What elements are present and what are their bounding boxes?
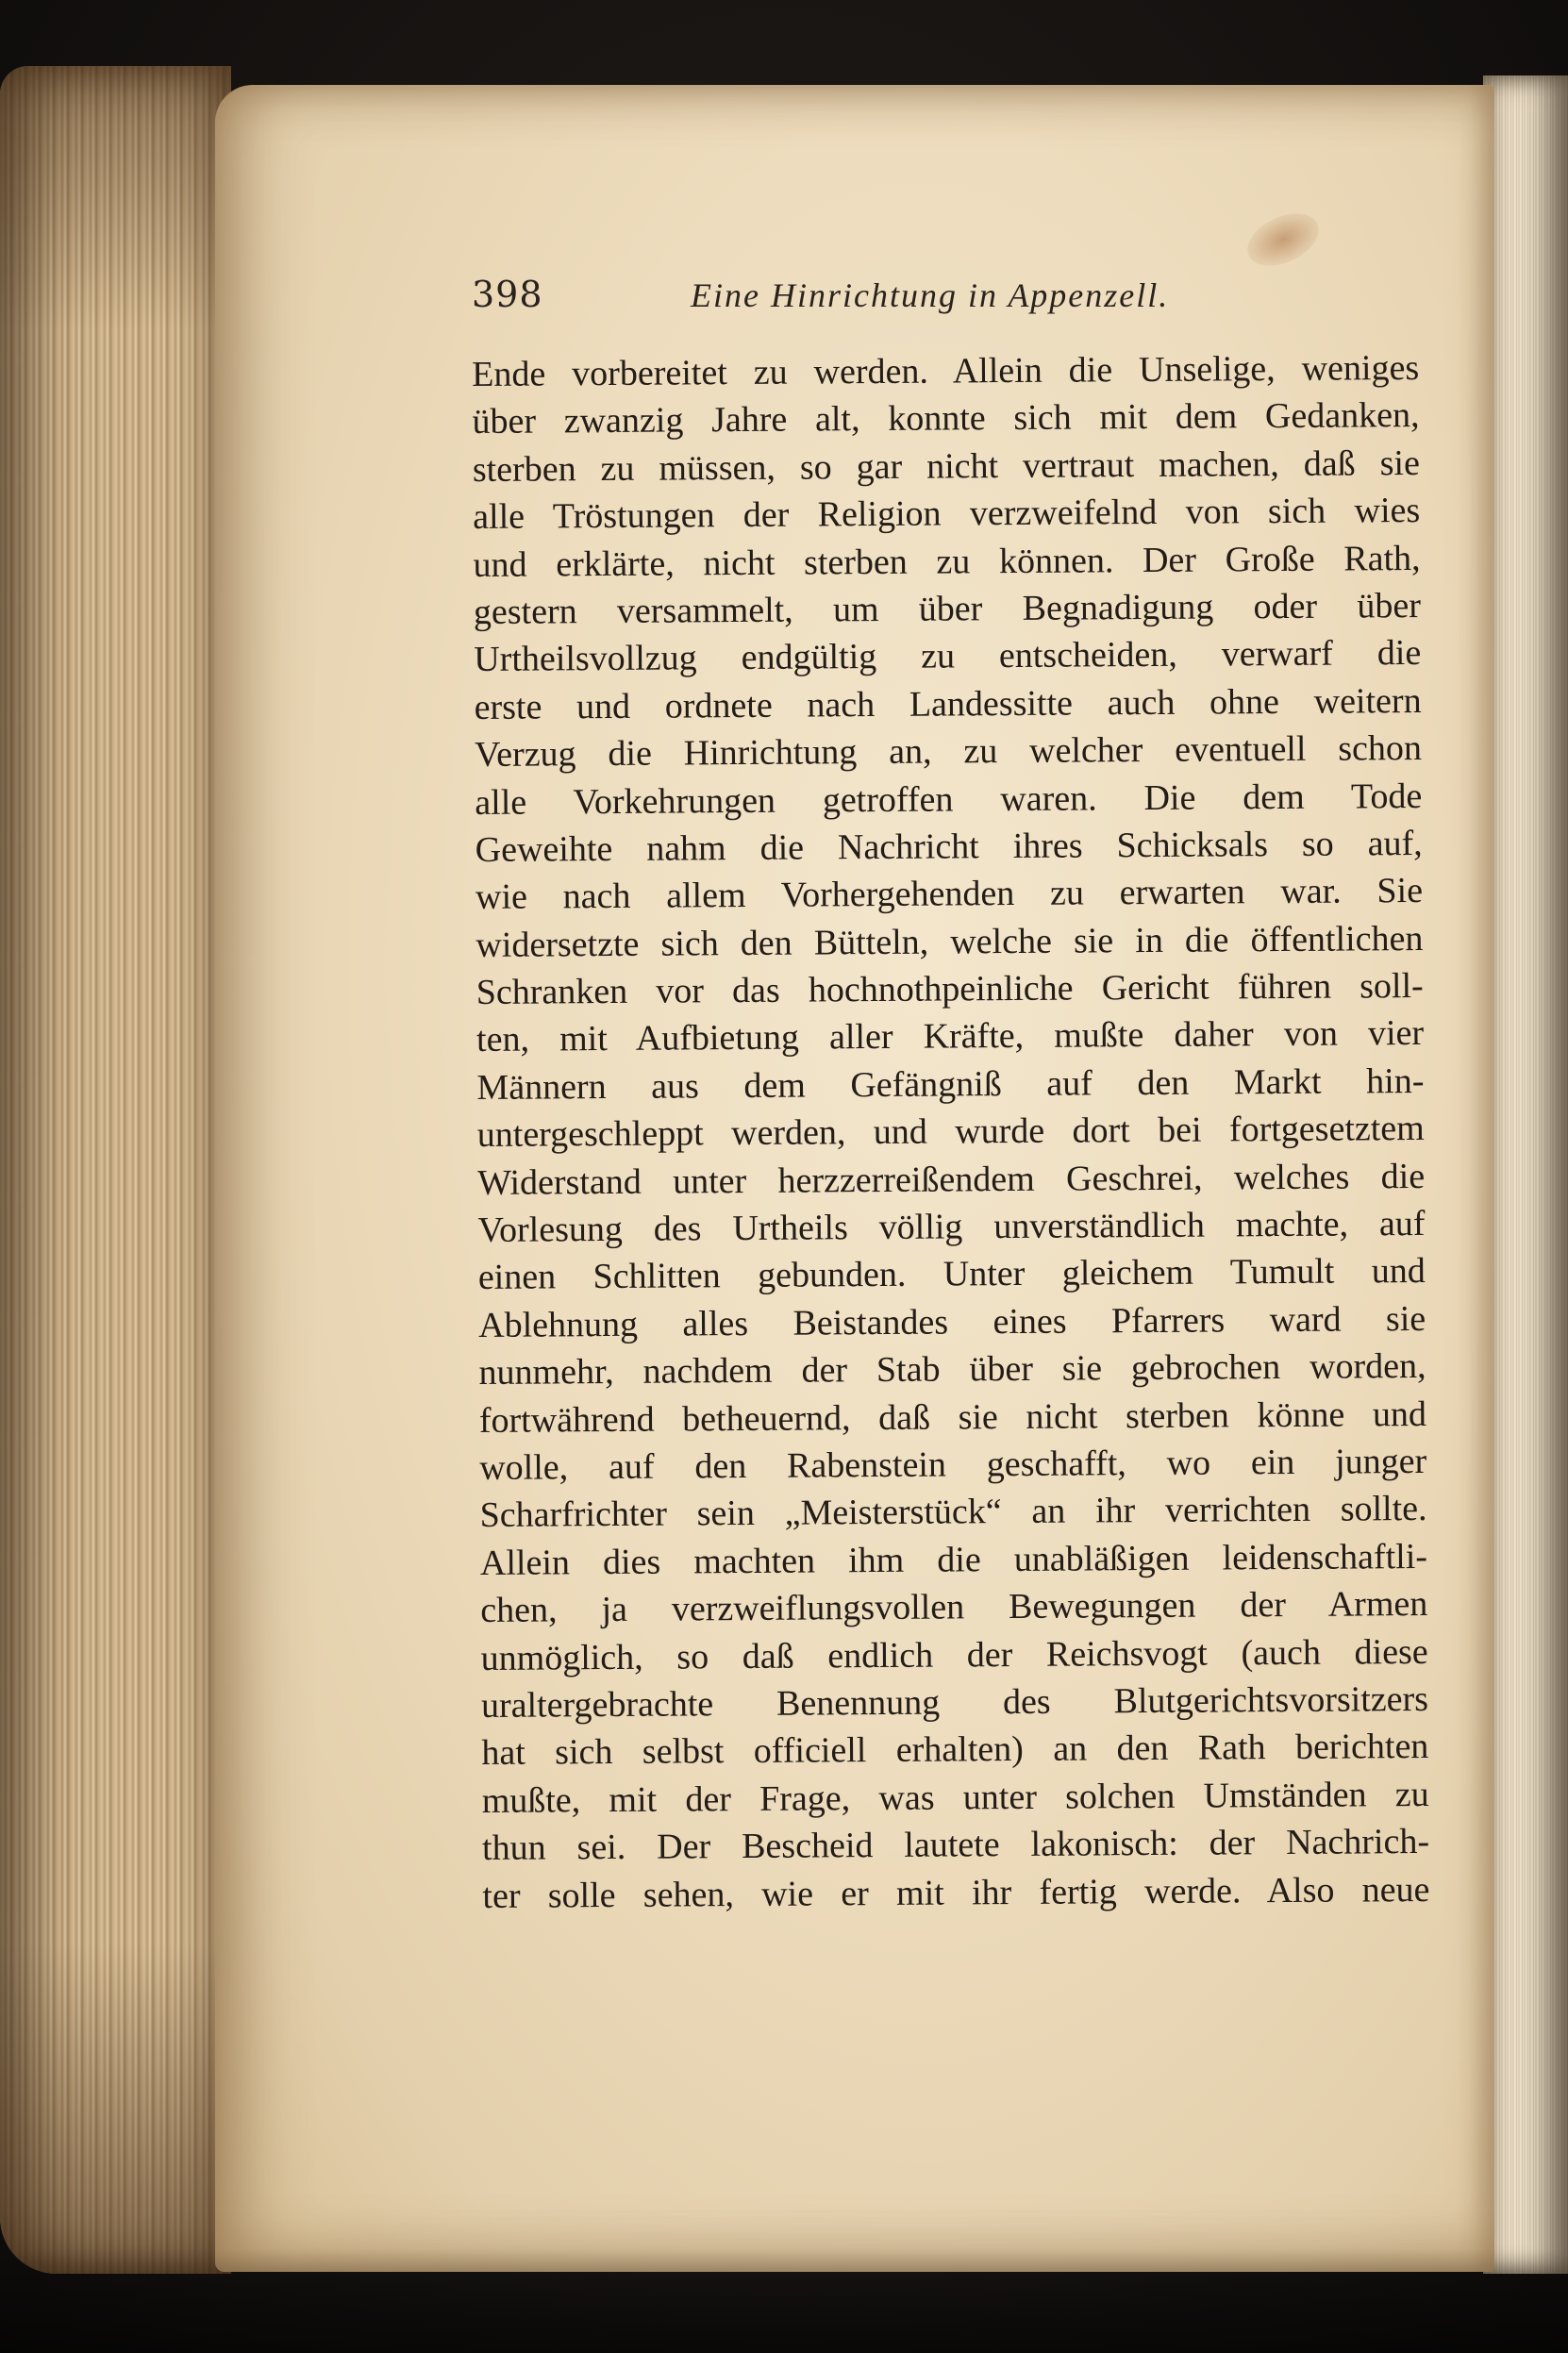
text-line: Urtheilsvollzug endgültig zu entscheiden, verwarf die — [474, 633, 1422, 680]
text-line: Ablehnung alles Beistandes eines Pfarrers ward sie — [478, 1298, 1426, 1345]
text-line: fortwährend betheuernd, daß sie nicht sterben könne und — [478, 1393, 1427, 1441]
text-line: und erklärte, nicht sterben zu können. Der Große Rath, — [473, 538, 1421, 585]
left-page-edges — [0, 66, 231, 2274]
chapter-title: Eine Hinrichtung in Appenzell. — [691, 276, 1170, 314]
text-line: Schranken vor das hochnothpeinliche Gericht führen soll- — [475, 966, 1424, 1013]
text-line: ter solle sehen, wie er mit ihr fertig werde. Also neue — [482, 1869, 1430, 1916]
text-line: einen Schlitten gebunden. Unter gleichem Tumult und — [477, 1251, 1426, 1298]
bottom-shadow — [0, 2249, 1568, 2353]
text-line: hat sich selbst officiell erhalten) an den Rath berichten — [481, 1727, 1429, 1774]
text-line: alle Vorkehrungen getroffen waren. Die dem Tode — [475, 776, 1423, 823]
body-text — [472, 344, 1430, 1920]
text-line: nunmehr, nachdem der Stab über sie gebrochen worden, — [478, 1346, 1426, 1393]
text-line: wie nach allem Vorhergehenden zu erwarten war. Sie — [475, 871, 1424, 918]
text-line: ten, mit Aufbietung aller Kräfte, mußte daher von vier — [475, 1013, 1425, 1060]
text-line: Geweihte nahm die Nachricht ihres Schicksals so auf, — [475, 823, 1423, 870]
text-line: chen, ja verzweiflungsvollen Bewegungen der Armen — [480, 1584, 1428, 1631]
text-line: Scharfrichter sein „Meisterstück“ an ihr verrichten sollte. — [479, 1489, 1427, 1536]
text-line: uraltergebrachte Benennung des Blutgerichtsvorsitzers — [480, 1678, 1429, 1726]
text-line: gestern versammelt, um über Begnadigung oder über — [473, 585, 1422, 632]
text-line: thun sei. Der Bescheid lautete lakonisch: der Nachrich- — [481, 1822, 1430, 1869]
text-line: unmöglich, so daß endlich der Reichsvogt (auch diese — [480, 1631, 1428, 1678]
running-head — [472, 274, 1208, 321]
text-line: Ende vorbereitet zu werden. Allein die Unselige, weniges — [472, 347, 1420, 394]
text-line: Widerstand unter herzzerreißendem Geschrei, welches die — [477, 1156, 1426, 1203]
right-page-edges — [1483, 75, 1568, 2274]
text-line: Allein dies machten ihm die unabläßigen leidenschaftli- — [479, 1536, 1428, 1583]
text-line: untergeschleppt werden, und wurde dort bei fortgesetztem — [476, 1109, 1425, 1156]
text-line: wolle, auf den Rabenstein geschafft, wo ein junger — [479, 1441, 1427, 1488]
text-line: Vorlesung des Urtheils völlig unverständlich machte, auf — [477, 1203, 1426, 1251]
text-line: widersetzte sich den Bütteln, welche sie in die öffentlichen — [475, 918, 1424, 965]
text-line: Männern aus dem Gefängniß auf den Markt hin- — [476, 1060, 1425, 1108]
text-line: Verzug die Hinrichtung an, zu welcher eventuell schon — [474, 728, 1423, 776]
text-line: sterben zu müssen, so gar nicht vertraut machen, daß sie — [472, 442, 1421, 490]
page-number: 398 — [472, 274, 543, 315]
text-line: über zwanzig Jahre alt, konnte sich mit dem Gedanken, — [472, 395, 1420, 442]
text-line: alle Tröstungen der Religion verzweifelnd von sich wies — [473, 491, 1421, 538]
foxing-stain — [1240, 203, 1327, 275]
text-line: mußte, mit der Frage, was unter solchen Umständen zu — [481, 1774, 1429, 1821]
text-line: erste und ordnete nach Landessitte auch ohne weitern — [474, 680, 1422, 727]
